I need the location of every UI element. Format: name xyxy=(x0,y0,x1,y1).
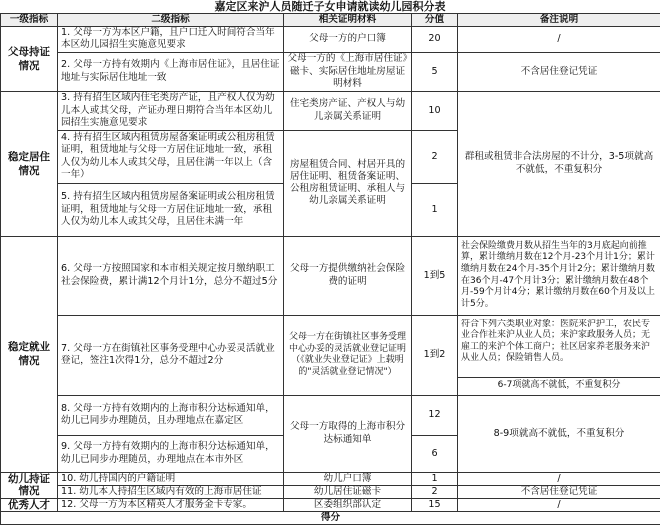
material-cell: 住宅类房产证、产权人与幼儿亲属关系证明 xyxy=(284,91,412,130)
category-parent-cert: 父母持证情况 xyxy=(1,27,58,91)
page-title: 嘉定区来沪人员随迁子女申请就读幼儿园积分表 xyxy=(0,0,660,13)
material-cell: 父母一方提供缴纳社会保险费的证明 xyxy=(284,236,412,315)
header-note: 备注说明 xyxy=(458,14,660,27)
category-child-cert: 幼儿持证情况 xyxy=(1,472,58,498)
category-talent: 优秀人才 xyxy=(1,499,58,512)
table-row xyxy=(1,52,660,91)
table-row xyxy=(1,499,660,512)
note-cell: / xyxy=(458,27,660,52)
header-material: 相关证明材料 xyxy=(284,14,412,27)
indicator-cell: 10. 幼儿持国内的户籍证明 xyxy=(58,472,284,485)
score-cell: 2 xyxy=(412,485,458,498)
indicator-cell: 12. 父母一方为本区精英人才服务金卡专家。 xyxy=(58,499,284,512)
material-cell: 房屋租赁合同、村居开具的居住证明、租赁备案证明、公租房租赁证明、承租人与幼儿亲属关系证明 xyxy=(284,130,412,236)
material-cell: 区委组织部认定 xyxy=(284,499,412,512)
header-category: 一级指标 xyxy=(1,14,58,27)
category-stable-residence: 稳定居住情况 xyxy=(1,91,58,236)
indicator-cell: 11. 幼儿本人持招生区域内有效的上海市居住证 xyxy=(58,485,284,498)
total-label: 得分 xyxy=(1,512,660,525)
score-cell: 2 xyxy=(412,130,458,183)
indicator-cell: 2. 父母一方持有效期内《上海市居住证》，且居住证地址与实际居住地址一致 xyxy=(58,52,284,91)
note-cell: 8-9项就高不就低，不重复积分 xyxy=(458,395,660,472)
indicator-cell: 7. 父母一方在街镇社区事务受理中心办妥灵活就业登记，签注1次得1分，总分不超过2分 xyxy=(58,315,284,395)
score-cell: 12 xyxy=(412,395,458,435)
header-score: 分值 xyxy=(412,14,458,27)
header-indicator: 二级指标 xyxy=(58,14,284,27)
score-cell: 1到2 xyxy=(412,315,458,395)
note-cell: 社会保险缴费月数从招生当年的3月底起向前推算，累计缴纳月数在12个月-23个月计1分；累计缴纳月数在24个月-35个月计2分；累计缴纳月数在36个月-47个月计3分；累计缴纳月数在48个月-59个月计4分；累计缴纳月数在60个月及以上计5分。 xyxy=(458,236,660,315)
note-cell: 群租或租赁非合法房屋的不计分，3-5项就高不就低，不重复积分 xyxy=(458,91,660,236)
score-cell: 5 xyxy=(412,52,458,91)
table-row xyxy=(1,27,660,52)
material-cell: 父母一方的户口簿 xyxy=(284,27,412,52)
material-cell: 幼儿居住证磁卡 xyxy=(284,485,412,498)
table-row xyxy=(1,315,660,395)
note-rule: 6-7项就高不就低，不重复积分 xyxy=(458,378,660,392)
note-cell: 不含居住登记凭证 xyxy=(458,485,660,498)
indicator-cell: 9. 父母一方持有效期内的上海市积分达标通知单，幼儿已同步办理随员，办理地点在本市外区 xyxy=(58,435,284,472)
indicator-cell: 8. 父母一方持有效期内的上海市积分达标通知单，幼儿已同步办理随员，且办理地点在嘉定区 xyxy=(58,395,284,435)
material-cell: 父母一方在街镇社区事务受理中心办妥的灵活就业登记证明（《就业失业登记证》上载明的"灵活就业登记情况"） xyxy=(284,315,412,395)
score-cell: 1 xyxy=(412,183,458,236)
table-row xyxy=(1,485,660,498)
score-cell: 15 xyxy=(412,499,458,512)
score-cell: 1到5 xyxy=(412,236,458,315)
table-row xyxy=(1,395,660,435)
score-cell: 10 xyxy=(412,91,458,130)
note-occupations: 符合下列六类职业对象：医院来沪护工，农民专业合作社来沪从业人员；来沪家政服务人员；无雇工的来沪个体工商户；社区居家养老服务来沪从业人员；保险销售人员。 xyxy=(458,319,660,378)
score-cell: 6 xyxy=(412,435,458,472)
table-row xyxy=(1,236,660,315)
header-row xyxy=(1,14,660,27)
note-cell xyxy=(458,315,660,395)
material-cell: 幼儿户口簿 xyxy=(284,472,412,485)
material-cell: 父母一方的《上海市居住证》磁卡、实际居住地址房屋证明材料 xyxy=(284,52,412,91)
category-stable-employment: 稳定就业情况 xyxy=(1,236,58,472)
indicator-cell: 5. 持有招生区域内租赁房屋备案证明或公租房租赁证明，租赁地址与父母一方居住证地址一致，承租人仅为幼儿本人或其父母，且居住未满一年 xyxy=(58,183,284,236)
note-cell: 不含居住登记凭证 xyxy=(458,52,660,91)
note-cell: / xyxy=(458,499,660,512)
indicator-cell: 1. 父母一方为本区户籍，且户口迁入时间符合当年本区幼儿园招生实施意见要求 xyxy=(58,27,284,52)
indicator-cell: 6. 父母一方按照国家和本市相关规定按月缴纳职工社会保险费，累计满12个月计1分，总分不超过5分 xyxy=(58,236,284,315)
table-row xyxy=(1,91,660,130)
score-cell: 1 xyxy=(412,472,458,485)
score-cell: 20 xyxy=(412,27,458,52)
indicator-cell: 3. 持有招生区域内住宅类房产证，且产权人仅为幼儿本人或其父母，产证办理日期符合当年本区幼儿园招生实施意见要求 xyxy=(58,91,284,130)
indicator-cell: 4. 持有招生区域内租赁房屋备案证明或公租房租赁证明，租赁地址与父母一方居住证地址一致，承租人仅为幼儿本人或其父母，且居住满一年以上（含一年） xyxy=(58,130,284,183)
material-cell: 父母一方取得的上海市积分达标通知单 xyxy=(284,395,412,472)
table-row xyxy=(1,472,660,485)
note-cell: / xyxy=(458,472,660,485)
score-table xyxy=(0,13,660,525)
